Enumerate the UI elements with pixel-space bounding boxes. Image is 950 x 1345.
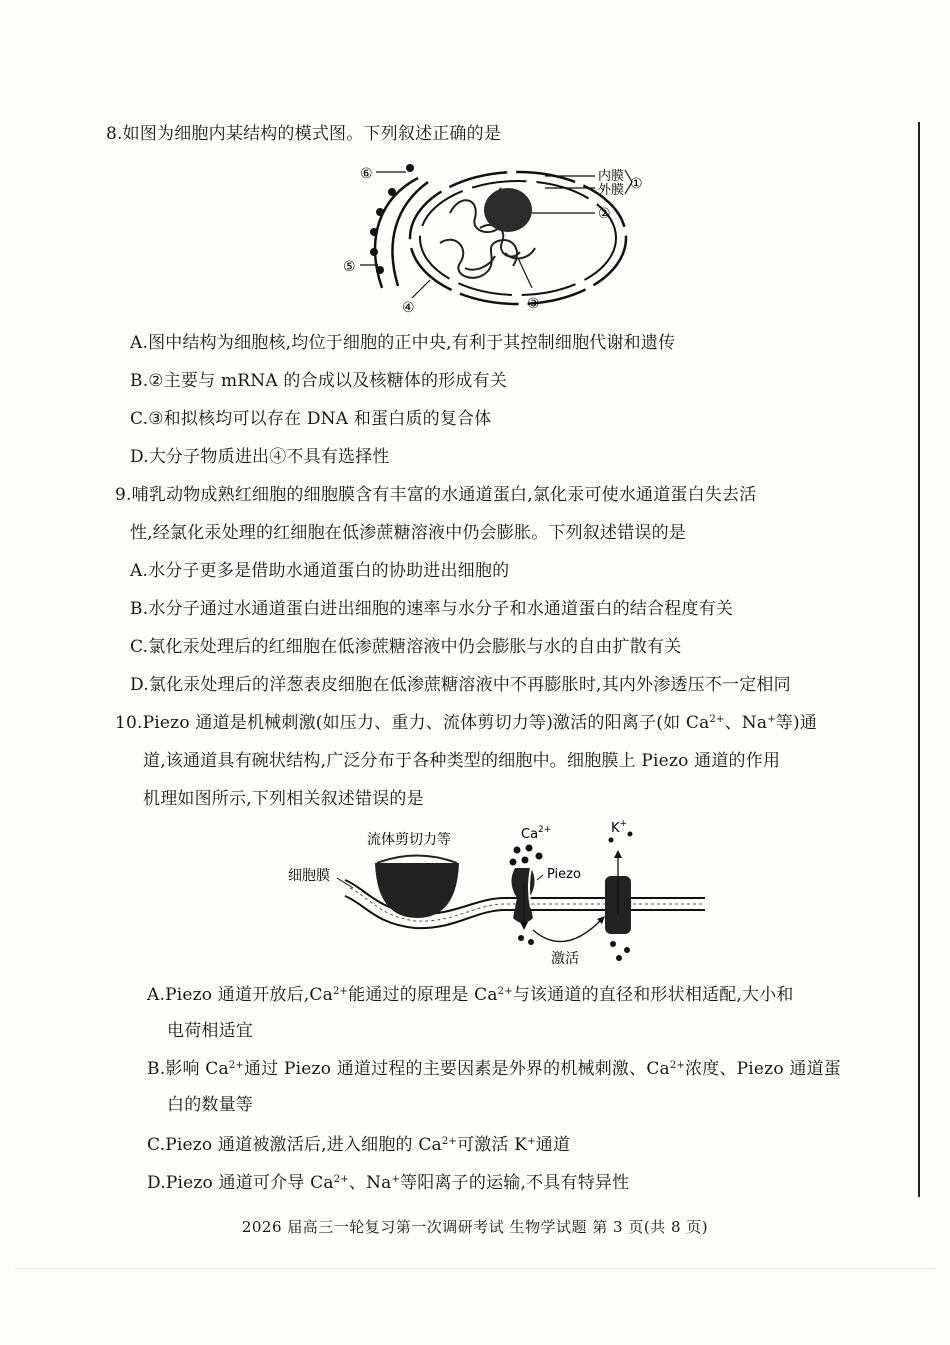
q9-option-c: C.氯化汞处理后的红细胞在低渗蔗糖溶液中仍会膨胀与水的自由扩散有关 <box>130 637 682 657</box>
ribosome <box>376 266 384 274</box>
q10-option-c <box>147 1135 570 1155</box>
label-k <box>611 819 627 836</box>
k-ion <box>609 838 614 843</box>
q10-option-a-part1: A.Piezo 通道开放后,Ca <box>147 985 333 1005</box>
q10-piezo-figure <box>285 818 725 972</box>
superscript: 2+ <box>332 986 349 997</box>
q10-option-b-part2: 通过 Piezo 通道过程的主要因素是外界的机械刺激、Ca <box>244 1059 670 1079</box>
piezo-channel-left <box>511 868 534 923</box>
nucleolus <box>484 188 532 232</box>
q10-option-d-part3: 等阳离子的运输,不具有特异性 <box>400 1173 630 1193</box>
q10-option-a-part2: 能通过的原理是 Ca <box>348 985 498 1005</box>
piezo-bowl <box>375 863 459 918</box>
label-ca <box>521 825 551 842</box>
label-shear-force: 流体剪切力等 <box>367 832 451 848</box>
superscript: 2+ <box>497 986 513 997</box>
q10-option-b-part1: B.影响 Ca <box>147 1059 229 1079</box>
q8-option-b: B.②主要与 mRNA 的合成以及核糖体的形成有关 <box>130 371 508 391</box>
superscript: 2+ <box>333 1174 349 1185</box>
q10-option-d <box>147 1173 629 1193</box>
q10-stem-line3: 机理如图所示,下列相关叙述错误的是 <box>143 789 424 809</box>
ribosome <box>370 248 378 256</box>
q10-stem-line1 <box>115 713 817 733</box>
q9-option-b: B.水分子通过水通道蛋白进出细胞的速率与水分子和水通道蛋白的结合程度有关 <box>130 599 734 619</box>
marker-2: ② <box>598 206 611 222</box>
q10-option-a-line1 <box>147 985 794 1005</box>
label-ca-sup: 2+ <box>538 825 552 835</box>
label-k-text: K <box>611 821 620 836</box>
marker-1: ① <box>630 176 643 192</box>
k-ion <box>624 947 630 953</box>
ribosome <box>388 188 396 196</box>
superscript: + <box>391 1174 401 1185</box>
ca-ion <box>536 853 543 860</box>
q8-nucleus-figure <box>340 158 643 322</box>
piezo-diagram <box>285 818 725 968</box>
q9-option-a: A.水分子更多是借助水通道蛋白的协助进出细胞的 <box>130 561 510 581</box>
q9-stem-line2: 性,经氯化汞处理的红细胞在低渗蔗糖溶液中仍会膨胀。下列叙述错误的是 <box>130 523 687 543</box>
marker-4: ④ <box>402 300 415 316</box>
k-ion <box>616 955 622 961</box>
q9-option-d: D.氯化汞处理后的洋葱表皮细胞在低渗蔗糖溶液中不再膨胀时,其内外渗透压不一定相同 <box>130 675 791 695</box>
q8-stem: 8.如图为细胞内某结构的模式图。下列叙述正确的是 <box>106 124 502 144</box>
superscript: 2+ <box>669 1060 686 1071</box>
bottom-divider <box>15 1268 935 1269</box>
q10-stem-line1-part2: 、Na <box>724 713 768 733</box>
q10-option-c-part2: 可激活 K <box>457 1135 528 1155</box>
marker-3: ③ <box>527 296 540 312</box>
leader-line <box>412 280 430 298</box>
marker-5: ⑤ <box>343 259 356 275</box>
q9-stem-line1: 9.哺乳动物成熟红细胞的细胞膜含有丰富的水通道蛋白,氯化汞可使水通道蛋白失去活 <box>115 485 757 505</box>
nucleus-diagram <box>340 158 643 318</box>
q8-option-c: C.③和拟核均可以存在 DNA 和蛋白质的复合体 <box>130 409 492 429</box>
ca-ion <box>518 935 524 941</box>
q10-stem-line2: 道,该通道具有碗状结构,广泛分布于各种类型的细胞中。细胞膜上 Piezo 通道的作用 <box>143 751 781 771</box>
superscript: + <box>527 1136 536 1147</box>
label-piezo: Piezo <box>547 867 581 882</box>
k-arrow-head <box>614 850 622 858</box>
ca-ion <box>528 939 534 945</box>
label-activate: 激活 <box>551 951 579 967</box>
superscript: 2+ <box>441 1136 458 1147</box>
superscript: 2+ <box>709 714 725 725</box>
leader-line <box>518 258 532 288</box>
q10-option-b-line1 <box>147 1059 841 1079</box>
ca-ion <box>510 859 517 866</box>
q10-option-a-line2: 电荷相适宜 <box>167 1021 253 1041</box>
bowl-rim <box>377 856 457 864</box>
q10-option-c-part3: 通道 <box>535 1135 571 1155</box>
label-outer-membrane: 外膜 <box>598 183 625 198</box>
leader-line <box>537 875 543 880</box>
q8-option-d: D.大分子物质进出④不具有选择性 <box>130 447 390 467</box>
marker-6: ⑥ <box>360 166 373 182</box>
label-cell-membrane: 细胞膜 <box>288 868 330 884</box>
q10-stem-line1-part1: 10.Piezo 通道是机械刺激(如压力、重力、流体剪切力等)激活的阳离子(如 Ca <box>115 713 710 733</box>
ca-ion <box>526 845 533 852</box>
k-ion <box>628 832 633 837</box>
q10-option-b-line2: 白的数量等 <box>167 1095 253 1115</box>
page-edge-line <box>918 122 920 1197</box>
q10-option-b-part3: 浓度、Piezo 通道蛋 <box>685 1059 841 1079</box>
k-ion <box>610 941 616 947</box>
ribosome <box>370 228 378 236</box>
label-inner-membrane: 内膜 <box>598 169 625 184</box>
q10-option-a-part3: 与该通道的直径和形状相适配,大小和 <box>512 985 794 1005</box>
ca-arrow-head <box>520 922 528 930</box>
q8-option-a: A.图中结构为细胞核,均位于细胞的正中央,有利于其控制细胞代谢和遗传 <box>130 333 676 353</box>
q10-option-d-part1: D.Piezo 通道可介导 Ca <box>147 1173 334 1193</box>
ribosome <box>376 208 384 216</box>
page-footer: 2026 届高三一轮复习第一次调研考试 生物学试题 第 3 页(共 8 页) <box>241 1218 709 1236</box>
ribosome <box>406 164 414 172</box>
label-k-sup: + <box>619 819 628 829</box>
superscript: 2+ <box>228 1060 244 1071</box>
label-ca-text: Ca <box>521 827 539 842</box>
ca-ion <box>514 847 521 854</box>
activate-arrow <box>533 918 603 942</box>
q10-stem-line1-part3: 等)通 <box>775 713 818 733</box>
q10-option-c-part1: C.Piezo 通道被激活后,进入细胞的 Ca <box>147 1135 442 1155</box>
q10-option-d-part2: 、Na <box>348 1173 392 1193</box>
ca-ion <box>522 857 529 864</box>
superscript: + <box>767 714 776 725</box>
